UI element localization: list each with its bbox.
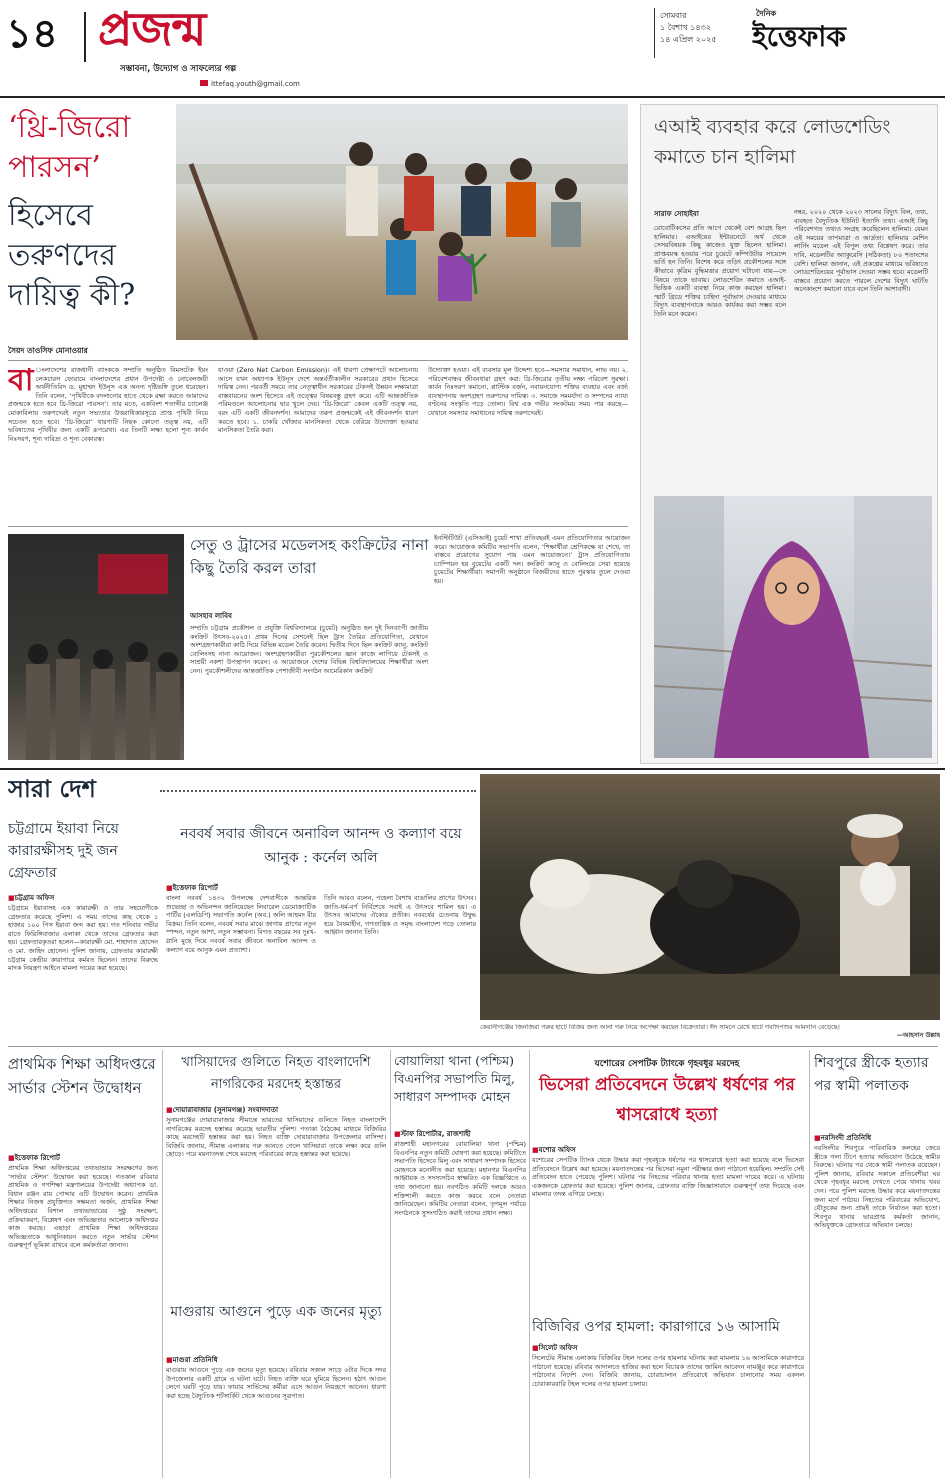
col-rule-3	[529, 1050, 530, 1478]
cattle-photo-caption: কেরানীগঞ্জের জিনজিরা গরুর হাটে বিক্রির জন্য আনা গরু নিয়ে অপেক্ষা করছেন বিক্রেতারা। ঈদ সামনে রেখে হাটে গবাদিপশুর আমদানি বেড়েছে।	[480, 1024, 840, 1031]
noboborsho-headline: নববর্ষ সবার জীবনে অনাবিল আনন্দ ও কল্যাণ বয়ে আনুক : কর্নেল অলি	[180, 826, 462, 866]
noboborsho-byline: ■ ইত্তেফাক রিপোর্ট	[166, 882, 366, 892]
loadshedding-col-2: নম্বর, ২০২০ থেকে ২০২৩ সালের বিদ্যুৎ বিল, তথ্য, ব্যবহৃত বৈদ্যুতিক ইউনিট ইত্যাদি তথ্য। এআই কিছু পরিবেশগত তথ্যও সংগ্রহ করেছিলেন হালিমা। যেমন ওই সময়ের তাপমাত্রা ও আর্দ্রতা। হালিমার মেশিন লার্নিং মডেল এই বিপুল তথ্য বিশ্লেষণ করে। তার দাবি, মডেলটির অ্যাকুরেসি (সঠিকতা) ৮০ শতাংশের বেশি। হালিমা জানান, এই প্রকল্পের মাধ্যমে ভবিষ্যতে লোডশেডিংয়ের পূর্বাভাস দেওয়া সম্ভব হবে। মডেলটি বাস্তবে প্রয়োগ করতে পারলে দেশের বিদ্যুৎ ঘাটতি অনেকাংশে কমানো যাবে বলে তিনি আশাবাদী।	[794, 208, 928, 294]
section-tagline: সম্ভাবনা, উদ্যোগ ও সাফল্যের গল্প	[120, 64, 237, 74]
date-bangla: ১ বৈশাখ ১৪৩২	[660, 23, 712, 32]
lead-byline-rule	[8, 360, 628, 361]
noboborsho-col-2: তিনি আরও বলেন, পহেলা বৈশাখ বাঙালির প্রাণের উৎসব। জাতি-ধর্ম-বর্ণ নির্বিশেষে সবাই এ উৎসবে শামিল হয়। এ উৎসব আমাদের ঐক্যের প্রতীক। নববর্ষের চেতনায় উদ্বুদ্ধ হয়ে বৈষম্যহীন, গণতান্ত্রিক ও সমৃদ্ধ বাংলাদেশ গড়ে তোলার আহ্বান জানান তিনি।	[324, 894, 476, 937]
page-number: ১৪	[6, 11, 58, 57]
lead-col-1-text: ংলাদেশের রাজধানী ব্যাংককে সম্প্রতি অনুষ্ঠিত বিমসটেক ইয়ং লেকচারস ফোরামে বাংলাদেশের প্রধান উপদেষ্টা ও নোবেলজয়ী অর্থনীতিবিদ ড. মুহাম্মদ ইউনূস এক অনন্য দৃষ্টিভঙ্গি তুলে ধরেছেন। তিনি বলেন, ‘পৃথিবীকে বদলানোর হাতে থেকে রক্ষা করতে আমাদের প্রজন্মকে হতে হবে থ্রি-জিরো পারসন’। তার মতে, একবিংশ শতাব্দীর চ্যালেঞ্জ মোকাবিলায় তরুণদেরই নতুন সভ্যতার উত্তরাধিকারসূত্রে প্রাপ্ত পৃথিবী নিয়ে সচেতন হতে হবে। ‘থ্রি-জিরো’ ধারণাটি নিছক কোনো তত্ত্ব নয়, এটি ভবিষ্যতের পৃথিবীর জন্য একটি রূপরেখা। এর তিনটি লক্ষ্য হলো শূন্য কার্বন নিঃসরণ, শূন্য দারিদ্র্য ও শূন্য বেকারত্ব।	[8, 366, 208, 443]
primary-byline: ■ ইত্তেফাক রিপোর্ট	[8, 1152, 158, 1162]
boalia-byline: ■ স্টাফ রিপোর্টার, রাজশাহী	[394, 1128, 526, 1138]
lead-col-1	[8, 366, 208, 518]
lead-drop-cap: বা	[8, 366, 34, 398]
bridge-headline: সেতু ও ট্রাসের মডেলসহ কংক্রিটের নানা কিছু তৈরি করল তারা	[190, 536, 429, 577]
bgb-body: সিলেটের সীমান্ত এলাকায় বিজিবির টহল দলের ওপর হামলার ঘটনায় করা মামলায় ১৬ আসামিকে কারাগারে পাঠানো হয়েছে। রবিবার আদালতে হাজির করা হলে বিচারক তাদের জামিন আবেদন নামঞ্জুর করে কারাগারে পাঠানোর নির্দেশ দেন। বিজিবি জানায়, চোরাচালান প্রতিরোধে অভিযান চালানোর সময় একদল চোরাকারবারি টহল দলের ওপর হামলা চালায়।	[532, 1354, 804, 1388]
bridge-col-2: ইনস্টিটিউট (এসিআই) চুয়েট শাখা প্রতিবছরই এমন প্রতিযোগিতার আয়োজন করে। আয়োজক কমিটির সভাপতি বলেন, ‘শিক্ষার্থীরা শ্রেণিকক্ষে যা শেখে, তা বাস্তবে প্রয়োগের সুযোগ পায় এমন আয়োজনে।’ ট্রাস প্রতিযোগিতায় চ্যাম্পিয়ন হয় বুয়েটের একটি দল। কংক্রিট ক্যানু ও বোলিংয়ে সেরা হয়েছে চুয়েটের শিক্ষার্থীরা। সমাপনী অনুষ্ঠানে বিজয়ীদের হাতে পুরস্কার তুলে দেওয়া হয়।	[434, 534, 630, 585]
boalia-headline: বোয়ালিয়া থানা (পশ্চিম) বিএনপির সভাপতি মিলু, সাধারণ সম্পাদক মোহন	[394, 1053, 515, 1104]
paper-logo-name: ইত্তেফাক	[752, 20, 847, 53]
email-line	[200, 80, 400, 92]
shibpur-byline: ■ নরসিংদী প্রতিনিধি	[814, 1132, 940, 1142]
bgb-byline: ■ সিলেট অফিস	[532, 1342, 732, 1352]
bridge-top-rule	[8, 526, 628, 527]
primary-headline: প্রাথমিক শিক্ষা অধিদপ্তরে সার্ভার স্টেশন উদ্বোধন	[8, 1055, 156, 1097]
section-logo: প্রজন্ম	[98, 2, 206, 56]
masthead-rule	[0, 96, 945, 98]
date-gregorian: ১৪ এপ্রিল ২০২৫	[660, 35, 717, 44]
khasia-byline: ■ দোয়ারাবাজার (সুনামগঞ্জ) সংবাদদাতা	[166, 1104, 386, 1114]
fire-byline: ■ মাগুরা প্রতিনিধি	[166, 1354, 366, 1364]
email-address: ittefaq.youth@gmail.com	[211, 80, 300, 88]
loadshedding-headline: এআই ব্যবহার করে লোডশেডিং কমাতে চান হালিমা	[654, 116, 891, 168]
khasia-body: সুনামগঞ্জের দোয়ারাবাজার সীমান্তে ভারতের খাসিয়াদের গুলিতে নিহত বাংলাদেশি নাগরিকের মরদেহ হস্তান্তর করেছে ভারতীয় পুলিশ। পতাকা বৈঠকের মাধ্যমে বিজিবির কাছে মরদেহটি হস্তান্তর করা হয়। নিহত ব্যক্তি দোয়ারাবাজার উপজেলার বাসিন্দা। বিজিবি জানায়, সীমান্ত এলাকায় গরু আনতে গেলে খাসিয়ারা তাকে লক্ষ্য করে গুলি ছোড়ে। পরে ময়নাতদন্ত শেষে মরদেহ পরিবারের কাছে হস্তান্তর করা হয়েছে।	[166, 1116, 386, 1159]
fire-body: মাগুরায় আগুনে পুড়ে এক জনের মৃত্যু হয়েছে। রবিবার সকাল সাড়ে ৬টার দিকে সদর উপজেলার একটি গ্রামে এ ঘটনা ঘটে। নিহত ব্যক্তি ঘরে ঘুমিয়ে ছিলেন। হঠাৎ আগুন লেগে ঘরটি পুড়ে যায়। ফায়ার সার্ভিসের কর্মীরা এসে আগুন নিয়ন্ত্রণে আনেন। ধারণা করা হচ্ছে বৈদ্যুতিক শর্টসার্কিট থেকে আগুনের সূত্রপাত।	[166, 1366, 386, 1400]
bridge-byline: আসহাব লাবিব	[190, 612, 232, 620]
bridge-col-1: সম্প্রতি চট্টগ্রাম প্রকৌশল ও প্রযুক্তি বিশ্ববিদ্যালয়ে (চুয়েট) অনুষ্ঠিত হল দুই দিনব্যাপী জাতীয় কংক্রিট উৎসব-২০২৫। প্রথম দিনের সেশনেই ছিল ট্রাস তৈরির প্রতিযোগিতা, যেখানে অংশগ্রহণকারীরা কাঠি দিয়ে বিভিন্ন মডেল তৈরি করেন। দ্বিতীয় দিনে ছিল কংক্রিট ক্যানু, কংক্রিট বোলিংসহ নানা আয়োজন। অংশগ্রহণকারীরা পুরকৌশলের জ্ঞান কাজে লাগিয়ে টেকসই ও সাশ্রয়ী নকশা উপস্থাপন করেন। এ আয়োজনে দেশের বিভিন্ন বিশ্ববিদ্যালয়ের শিক্ষার্থীরা অংশ নেন। পুরকৌশলীদের আন্তর্জাতিক পেশাজীবী সংগঠন আমেরিকান কংক্রিট	[190, 624, 428, 675]
jessore-byline: ■ যশোর অফিস	[532, 1144, 732, 1154]
lead-col-3: উদ্যোক্তা হওয়া। এই ব্যবসার মূল উদ্দেশ্য হবে—সমস্যার সমাধান, লাভ নয়। ২. পরিবেশবান্ধব জীবনধারা গ্রহণ করা: থ্রি-জিরোর তৃতীয় লক্ষ্য পরিবেশ সুরক্ষা। কার্বন নিঃসরণ কমানো, প্লাস্টিক বর্জন, নবায়নযোগ্য শক্তির ব্যবহার এবং বর্জ্য ব্যবস্থাপনায় অংশগ্রহণ তরুণদের দায়িত্ব। ৩. সমাজে সমমর্যাদা ও সম্পদের ন্যায্য বণ্টনের সংস্কৃতি গড়ে তোলা। বিশ্ব এক গভীর সংকটময় সময় পার করছে—যেখানে সমস্যার সমাধানের দায়িত্ব তরুণদেরই।	[428, 366, 628, 417]
lead-byline: সৈয়দ তাওসিফ মোনাওয়ার	[8, 346, 88, 355]
fire-headline: মাগুরায় আগুনে পুড়ে এক জনের মৃত্যু	[170, 1304, 382, 1320]
sara-desh-title: সারা দেশ	[8, 774, 96, 803]
shibpur-headline: শিবপুরে স্ত্রীকে হত্যার পর স্বামী পলাতক	[814, 1055, 929, 1094]
lead-col-2: যাওয়া (Zero Net Carbon Emission)। এই ধারণা প্রেক্ষাপটে আলোচনায় আসে যখন অধ্যাপক ইউনূস দেশে অন্তর্বর্তীকালীন সরকারের প্রধান হিসেবে দায়িত্ব নেন। পরবর্তী সময়ে তার নেতৃত্বাধীন সরকারের টেকসই উন্নয়ন লক্ষ্যমাত্রা বাস্তবায়নের অংশ হিসেবে এই তত্ত্বের বিষয়বস্তু গ্রহণ করে। এটি আন্তর্জাতিক পরিমণ্ডলে আলোচনার দ্বার খুলে দেয়। ‘থ্রি-জিরো’ কেবল একটি তত্ত্ব নয়, বরং এটি একটি জীবনদর্শন। আমাদের তরুণ প্রজন্মকেই এই জীবনদর্শন ধারণ করতে হবে। ১. চাকরি খোঁজার মানসিকতা থেকে বেরিয়ে উদ্যোক্তা হওয়ার মানসিকতা তৈরি করা।	[218, 366, 418, 435]
loadshedding-col-1: রোবোটিকসের প্রতি আগে থেকেই বেশ আগ্রহ ছিল হালিমার। এআইয়ের ইন্টারনেটে অর্থ থেকে সেসরবিষয়ক কিছু কাজেও যুক্ত ছিলেন হালিমা। প্রাপ্তবয়স্ক হওয়ার পরে চুয়েটে কম্পিউটার সায়েন্সে ভর্তি হন তিনি। বিশেষ করে তড়িৎ প্রকৌশলের সঙ্গে কীভাবে কৃত্রিম বুদ্ধিমত্তার প্রয়োগ ঘটানো যায়—সে বিষয়ে তাকে ভাবায়। লোডশেডিং কমাতে এআই-ভিত্তিক একটি ব্যবস্থা নিয়ে কাজ করছেন হালিমা। স্মার্ট গ্রিডে শক্তির চাহিদা পূর্বাভাস দেওয়ার মাধ্যমে বিদ্যুৎ ব্যবস্থাপনাকে আরও কার্যকর করা সম্ভব বলে তিনি মনে করেন।	[654, 224, 786, 318]
shibpur-body: নরসিংদীর শিবপুরে পারিবারিক কলহের জেরে স্ত্রীকে গলা টিপে হত্যার অভিযোগ উঠেছে স্বামীর বিরুদ্ধে। ঘটনার পর থেকে স্বামী পলাতক রয়েছেন। পুলিশ জানায়, রবিবার সকালে প্রতিবেশীরা ঘর থেকে গৃহবধূর মরদেহ দেখতে পেয়ে থানায় খবর দেন। পরে পুলিশ মরদেহ উদ্ধার করে ময়নাতদন্তের জন্য মর্গে পাঠায়। নিহতের পরিবারের অভিযোগ, যৌতুকের জন্য প্রায়ই তাকে নির্যাতন করা হতো। শিবপুর থানার ভারপ্রাপ্ত কর্মকর্তা জানান, অভিযুক্তকে গ্রেফতারে অভিযান চলছে।	[814, 1144, 940, 1230]
noboborsho-col-1: বাংলা নববর্ষ ১৪৩২ উপলক্ষে দেশবাসীকে আন্তরিক শুভেচ্ছা ও অভিনন্দন জানিয়েছেন লিবারেল ডেমোক্র্যাটিক পার্টির (এলডিপি) সভাপতি কর্নেল (অব.) অলি আহমদ বীর বিক্রম। তিনি বলেন, নববর্ষ সবার মাঝে জাগায় প্রাণের নতুন স্পন্দন, নতুন আশা, নতুন সম্ভাবনা। বিগত বছরের সব দুঃখ-গ্লানি মুছে দিয়ে নববর্ষ সবার জীবনে অনাবিল আনন্দ ও কল্যাণ বয়ে আনুক এমন প্রত্যাশা।	[166, 894, 316, 954]
ctg-arrest-body: চট্টগ্রামে ইয়াবাসহ এক কারারক্ষী ও তার সহযোগীকে গ্রেফতার করেছে পুলিশ। এ সময় তাদের কাছ থেকে ১ হাজার ১০০ পিস ইয়াবা জব্দ করা হয়। গত শনিবার গভীর রাতে ফিরিঙ্গিবাজার এলাকা থেকে তাদের গ্রেফতার করা হয়। গ্রেফতারকৃতরা হলেন—কারারক্ষী মো. শাহাদাত হোসেন ও মো. জাহিদ হোসেন। পুলিশ জানায়, গ্রেফতার কারারক্ষী চট্টগ্রাম কেন্দ্রীয় কারাগারে কর্মরত ছিলেন। তাদের বিরুদ্ধে মাদক নিয়ন্ত্রণ আইনে মামলা দায়ের করা হয়েছে।	[8, 904, 158, 973]
lead-headline-red: ‘থ্রি-জিরো পারসন’	[8, 110, 131, 185]
jessore-body: যশোরের সেপটিক ট্যাংক থেকে উদ্ধার করা গৃহবধূকে ধর্ষণের পর শ্বাসরোধে হত্যা করা হয়েছে বলে ভিসেরা প্রতিবেদনে উল্লেখ করা হয়েছে। ময়নাতদন্তের পর ভিসেরা নমুনা পরীক্ষার জন্য পাঠানো হয়েছিল। সম্প্রতি সেই প্রতিবেদন হাতে পেয়েছে পুলিশ। ঘটনার পর নিহতের পরিবার থানায় হত্যা মামলা দায়ের করে। এ ঘটনায় একজনকে গ্রেফতার করা হয়েছে। পুলিশ জানায়, গ্রেফতার ব্যক্তি জিজ্ঞাসাবাদে গুরুত্বপূর্ণ তথ্য দিয়েছে এবং মামলার তদন্ত এগিয়ে চলছে।	[532, 1156, 804, 1199]
col-rule-2	[390, 1050, 391, 1478]
boalia-body: রাজশাহী মহানগরের বোয়ালিয়া থানা (পশ্চিম) বিএনপির নতুন কমিটি ঘোষণা করা হয়েছে। কমিটিতে সভাপতি হিসেবে মিলু এবং সাধারণ সম্পাদক হিসেবে মোহনকে মনোনীত করা হয়েছে। মহানগর বিএনপির আহ্বায়ক ও সদস্যসচিব স্বাক্ষরিত এক বিজ্ঞপ্তিতে এ তথ্য জানানো হয়। নবগঠিত কমিটি দলকে আরও শক্তিশালী করতে কাজ করবে বলে নেতারা জানিয়েছেন। কমিটির নেতারা বলেন, তৃণমূল পর্যায়ে সংগঠনকে সুসংগঠিত করাই তাদের প্রধান লক্ষ্য।	[394, 1140, 526, 1217]
cattle-market-illustration	[480, 774, 940, 1020]
paper-logo-top: দৈনিক	[756, 9, 777, 18]
bgb-headline: বিজিবির ওপর হামলা: কারাগারে ১৬ আসামি	[532, 1319, 780, 1335]
crowd-illustration	[8, 534, 184, 760]
section-divider	[0, 768, 945, 770]
email-icon	[200, 80, 208, 86]
people-planting-illustration	[176, 104, 628, 340]
jessore-headline: ভিসেরা প্রতিবেদনে উল্লেখ ধর্ষণের পর শ্বাসরোধে হত্যা	[539, 1075, 795, 1125]
lead-photo	[176, 104, 628, 340]
ctg-arrest-byline: ■ চট্টগ্রাম অফিস	[8, 892, 158, 902]
sara-desh-dotted-rule	[160, 790, 476, 792]
col-rule-1	[162, 1050, 163, 1478]
date-day: সোমবার	[660, 11, 687, 20]
paper-logo	[752, 8, 942, 63]
dateline	[660, 10, 740, 60]
cattle-photo	[480, 774, 940, 1020]
jessore-kicker: যশোরের সেপটিক ট্যাংকে গৃহবধূর মরদেহ	[594, 1059, 740, 1068]
col-rule-4	[809, 1050, 810, 1478]
concrete-event-photo	[8, 534, 184, 760]
lower-divider	[8, 1046, 938, 1047]
halima-photo	[654, 496, 932, 758]
cattle-photo-credit: —আহসান উল্লাহ	[896, 1032, 940, 1039]
loadshedding-byline: সারাফ সোহাইবা	[654, 210, 699, 218]
primary-body: প্রাথমিক শিক্ষা অধিদপ্তরের তথ্যভান্ডার সংরক্ষণের জন্য ‘সার্ভার স্টেশন’ উদ্বোধন করা হয়েছে। গতকাল রবিবার প্রাথমিক ও গণশিক্ষা মন্ত্রণালয়ের উপদেষ্টা অধ্যাপক ডা. বিধান রঞ্জন রায় পোদ্দার এটি উদ্বোধন করেন। প্রাথমিক শিক্ষার নিজস্ব প্রযুক্তিগত সক্ষমতা অর্জন, প্রাথমিক শিক্ষা অধিদপ্তরের বিশাল তথ্যভান্ডারের সুষ্ঠু সংরক্ষণ, প্রক্রিয়াকরণ, বিশ্লেষণ এবং অভিজ্ঞতার আলোকে অধিদপ্তর কাজ করছে। এছাড়া প্রাথমিক শিক্ষা অধিদপ্তরের অভিজ্ঞতাকে আধুনিকায়ন করতে নতুন সার্ভার স্টেশন গুরুত্বপূর্ণ ভূমিকা রাখবে বলে কর্মকর্তারা জানান।	[8, 1164, 158, 1250]
masthead-divider	[84, 12, 86, 62]
khasia-headline: খাসিয়াদের গুলিতে নিহত বাংলাদেশি নাগরিকের মরদেহ হস্তান্তর	[181, 1055, 371, 1092]
woman-in-hijab-illustration	[654, 496, 932, 758]
lead-headline-dark: হিসেবে তরুণদের দায়িত্ব কী?	[8, 198, 136, 313]
ctg-arrest-headline: চট্টগ্রামে ইয়াবা নিয়ে কারারক্ষীসহ দুই জন গ্রেফতার	[8, 821, 119, 881]
masthead-right-divider	[654, 8, 655, 58]
